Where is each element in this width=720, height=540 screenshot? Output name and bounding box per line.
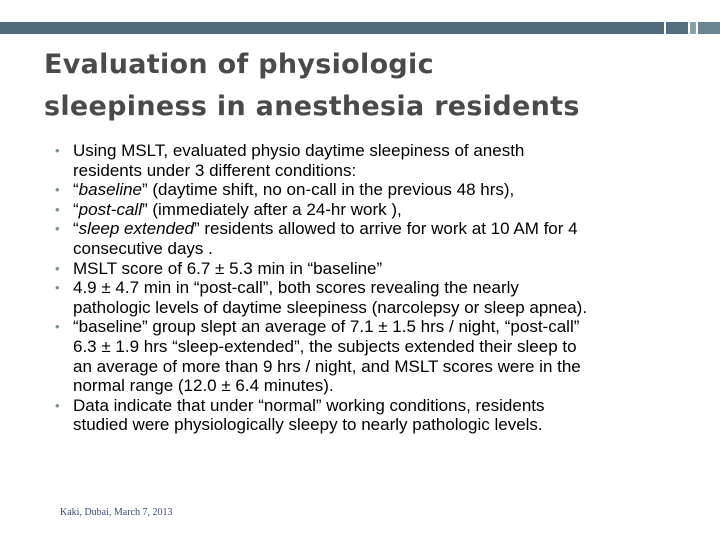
bullet-text-line: residents under 3 different conditions: [73, 160, 357, 180]
open-quote: “ [73, 199, 79, 219]
accent-bar-segment [688, 22, 696, 34]
bullet-text-line: studied were physiologically sleepy to nearly pathologic levels. [73, 415, 543, 435]
bullet-dot-icon: • [55, 397, 60, 413]
bullet-text-line [73, 219, 692, 239]
title-line-2: sleepiness in anesthesia residents [44, 91, 580, 122]
bullet-item-post-call-score [52, 278, 692, 317]
bullet-text-line: 6.3 ± 1.9 hrs “sleep-extended”, the subjects extended their sleep to [73, 336, 577, 356]
bullet-item-conclusion [52, 396, 692, 435]
bullet-dot-icon: • [55, 319, 60, 335]
bullet-list [52, 141, 692, 435]
bullet-text-line: Data indicate that under “normal” working conditions, residents [73, 395, 545, 415]
slide-title [44, 44, 684, 128]
bullet-dot-icon: • [55, 260, 60, 276]
condition-term: post-call [78, 199, 142, 219]
bullet-dot-icon: • [55, 280, 60, 296]
bullet-text-rest: ” (daytime shift, no on-call in the previous 48 hrs), [142, 180, 515, 200]
bullet-item-post-call [52, 200, 692, 220]
bullet-text-line: pathologic levels of daytime sleepiness (narcolepsy or sleep apnea). [73, 297, 588, 317]
accent-bar-segment [696, 22, 720, 34]
bullet-text-line [73, 200, 692, 220]
bullet-text-rest: ” residents allowed to arrive for work at 10 AM for 4 [194, 219, 578, 239]
bullet-text-line: “baseline” group slept an average of 7.1 ± 1.5 hrs / night, “post-call” [73, 317, 580, 337]
accent-bar-main [0, 22, 664, 34]
bullet-dot-icon: • [55, 201, 60, 217]
bullet-text-line: Using MSLT, evaluated physio daytime sleepiness of anesth [73, 141, 525, 160]
bullet-text-line: normal range (12.0 ± 6.4 minutes). [73, 376, 334, 396]
open-quote: “ [73, 180, 79, 200]
bullet-text-line: an average of more than 9 hrs / night, and MSLT scores were in the [73, 356, 581, 376]
top-accent-bar [0, 22, 720, 34]
bullet-text-line [73, 180, 692, 200]
bullet-text-rest: ” (immediately after a 24-hr work ), [141, 199, 402, 219]
accent-bar-segment [664, 22, 688, 34]
top-band [0, 0, 720, 22]
bullet-item-sleep-averages [52, 317, 692, 395]
condition-term: baseline [78, 180, 142, 200]
bullet-item-baseline [52, 180, 692, 200]
open-quote: “ [73, 219, 79, 239]
condition-term: sleep extended [78, 219, 194, 239]
bullet-text-line: 4.9 ± 4.7 min in “post-call”, both scores revealing the nearly [73, 278, 519, 298]
bullet-item-mslt-baseline-score [52, 259, 692, 279]
bullet-dot-icon: • [55, 182, 60, 198]
title-line-1: Evaluation of physiologic [44, 49, 434, 80]
bullet-dot-icon: • [55, 143, 60, 158]
bullet-text-line: consecutive days . [73, 238, 213, 258]
bullet-item-sleep-extended [52, 219, 692, 258]
slide-footer: Kaki, Dubai, March 7, 2013 [60, 507, 173, 518]
bullet-item-mslt [52, 141, 692, 180]
bullet-text-line: MSLT score of 6.7 ± 5.3 min in “baseline” [73, 258, 383, 278]
bullet-dot-icon: • [55, 221, 60, 237]
